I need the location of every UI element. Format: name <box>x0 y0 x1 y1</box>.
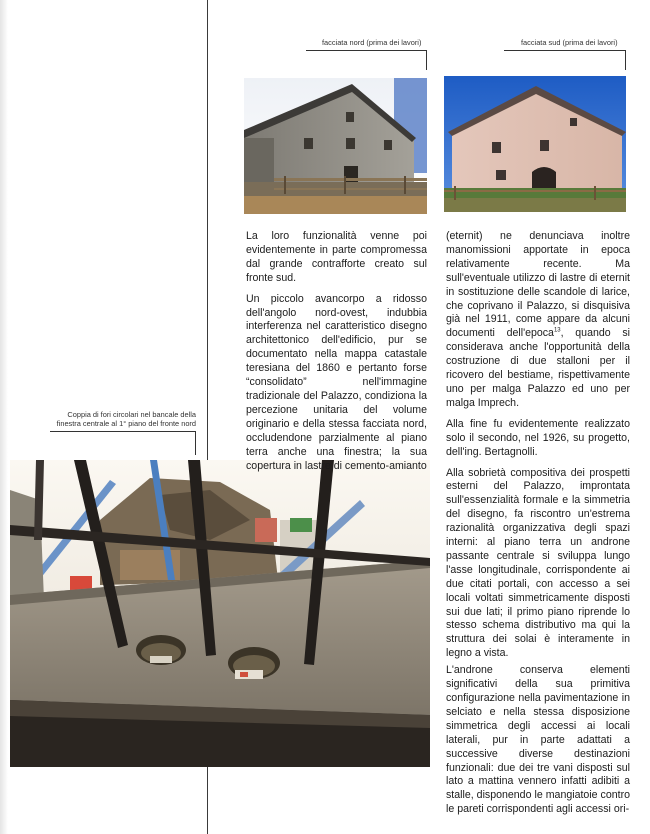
page-edge-shadow <box>0 0 8 834</box>
caption-window-line2: finestra centrale al 1° piano del fronte nord <box>56 419 196 428</box>
paragraph-left-1: La loro funzionalità venne poi evidentemente in parte compromessa dal grande contrafforte creato sul fronte sud. <box>246 230 427 284</box>
footnote-ref-13: 13 <box>553 327 561 334</box>
photo-north-facade <box>244 78 427 214</box>
paragraph-right-3: Alla sobrietà compositiva dei prospetti esterni del Palazzo, improntata sull'essenzialità formale e la simmetria del disegno, fa riscontro un'estrema razionalità organizzativa degli spazi interni: al piano terra un androne passante centrale si sviluppa lungo l'asse longitudinale, corrispondente ai due citati portali, con accesso a sei locali voltati simmetricamente disposti sui due lati; il primo piano riprende lo stesso schema distributivo ma qui la struttura dei solai è interamente in legno a vista. <box>446 466 630 660</box>
caption-south-facade: facciata sud (prima dei lavori) <box>521 38 618 47</box>
text-column-right <box>446 230 630 824</box>
caption-tick-north <box>426 50 427 70</box>
paragraph-right-1-b: , quando si considerava anche l'opportunità della costruzione di due stalloni per il ricovero del bestiame, rispettivamente uno per malga Palazzo ed uno per malga Imprech. <box>446 327 630 409</box>
caption-tick-window <box>195 431 196 455</box>
paragraph-right-1-a: (eternit) ne denunciava inoltre manomissioni apportate in epoca relativamente recente. Ma sull'eventuale utilizzo di lastre di eternit in sostituzione delle scandole di larice, che coprivano il Palazzo, si disquisiva già nel 1911, come appare da alcuni documenti dell'epoca <box>446 230 630 340</box>
photo-south-facade <box>444 76 626 212</box>
caption-rule-south <box>504 50 626 51</box>
caption-rule-window <box>50 431 196 432</box>
text-column-left <box>246 230 427 480</box>
paragraph-right-1 <box>446 230 630 411</box>
paragraph-right-2: Alla fine fu evidentemente realizzato solo il secondo, nel 1926, su progetto, dell'ing. Bertagnolli. <box>446 417 630 458</box>
caption-rule-north <box>306 50 427 51</box>
paragraph-left-2: Un piccolo avancorpo a ridosso dell'angolo nord-ovest, indubbia interferenza nel caratteristico disegno architettonico dell'edificio, pur se documentato nella mappa catastale teresiana del 1860 e pertanto forse “consolidato” nell'immagine tradizionale del Palazzo, condiziona la percezione unitaria del volume originario e della stessa facciata nord, occludendone parzialmente al piano terra anche una finestra; la sua copertura in lastre di cemento-amianto <box>246 292 427 472</box>
paragraph-right-4: L'androne conserva elementi significativi della sua primitiva configurazione nella pavimentazione in selciato e nella stessa disposizione simmetrica degli accessi ai locali laterali, pur in parte adattati a successive diverse destinazioni funzionali: due dei tre vani disposti sul lato a mattina vennero infatti adibiti a stalle, disponendo le mangiatoie contro le pareti corrispondenti agli accessi ori- <box>446 664 630 816</box>
photo-window-sill-holes <box>10 460 430 767</box>
caption-north-facade: facciata nord (prima dei lavori) <box>322 38 422 47</box>
caption-window-line1: Coppia di fori circolari nel bancale della <box>67 410 196 419</box>
caption-tick-south <box>625 50 626 70</box>
